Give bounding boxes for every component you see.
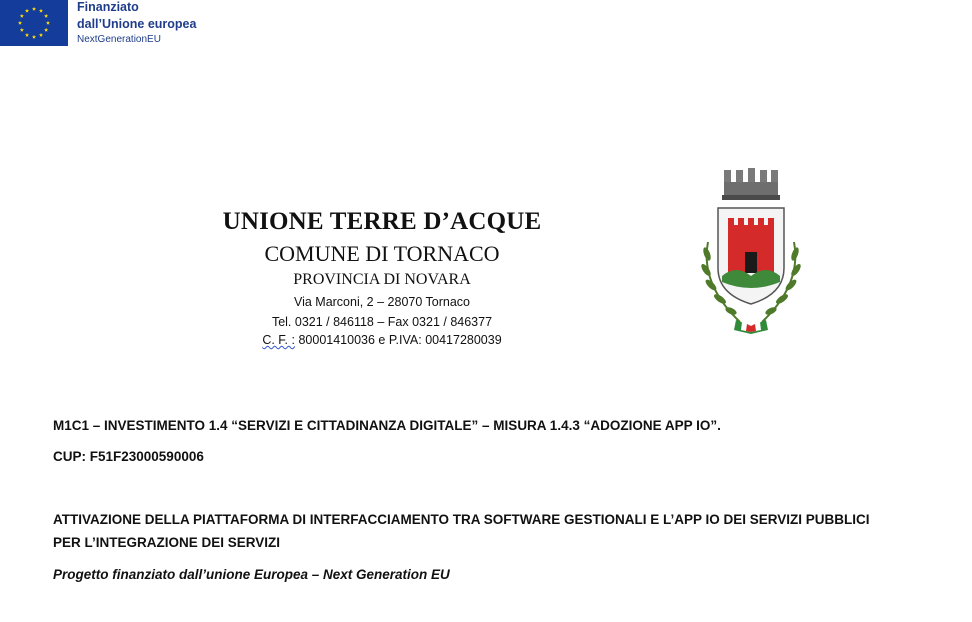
address-line: Via Marconi, 2 – 28070 Tornaco [293, 295, 471, 309]
cup-code: CUP: F51F23000590006 [53, 449, 204, 464]
crown-icon [722, 168, 780, 200]
activation-title-line2: PER L’INTEGRAZIONE DEI SERVIZI [53, 535, 281, 550]
eu-badge-line1: Finanziato [77, 0, 139, 14]
eu-flag-icon [0, 0, 68, 46]
eu-badge-text [77, 0, 196, 45]
phone-line: Tel. 0321 / 846118 – Fax 0321 / 846377 [271, 315, 493, 329]
eu-badge-line3: NextGenerationEU [77, 34, 161, 45]
tax-codes-line [182, 333, 582, 347]
provincia-name: PROVINCIA DI NOVARA [293, 271, 471, 288]
activation-title-line1: ATTIVAZIONE DELLA PIATTAFORMA DI INTERFACCIAMENTO TRA SOFTWARE GESTIONALI E L’APP IO DEI SERVIZI PUBBLICI [53, 512, 870, 527]
funding-note: Progetto finanziato dall’unione Europea – Next Generation EU [53, 567, 450, 582]
eu-badge-line2: dall’Unione europea [77, 16, 197, 31]
org-name: UNIONE TERRE D’ACQUE [222, 208, 542, 235]
tax-codes-value: 80001410036 e P.IVA: 00417280039 [294, 333, 502, 347]
measure-line: M1C1 – INVESTIMENTO 1.4 “SERVIZI E CITTADINANZA DIGITALE” – MISURA 1.4.3 “ADOZIONE APP IO”. [53, 418, 721, 433]
cf-label: C. F. : [262, 333, 295, 347]
coat-of-arms-icon [690, 164, 812, 340]
eu-funding-badge [0, 0, 220, 48]
comune-name: COMUNE DI TORNACO [264, 241, 500, 266]
